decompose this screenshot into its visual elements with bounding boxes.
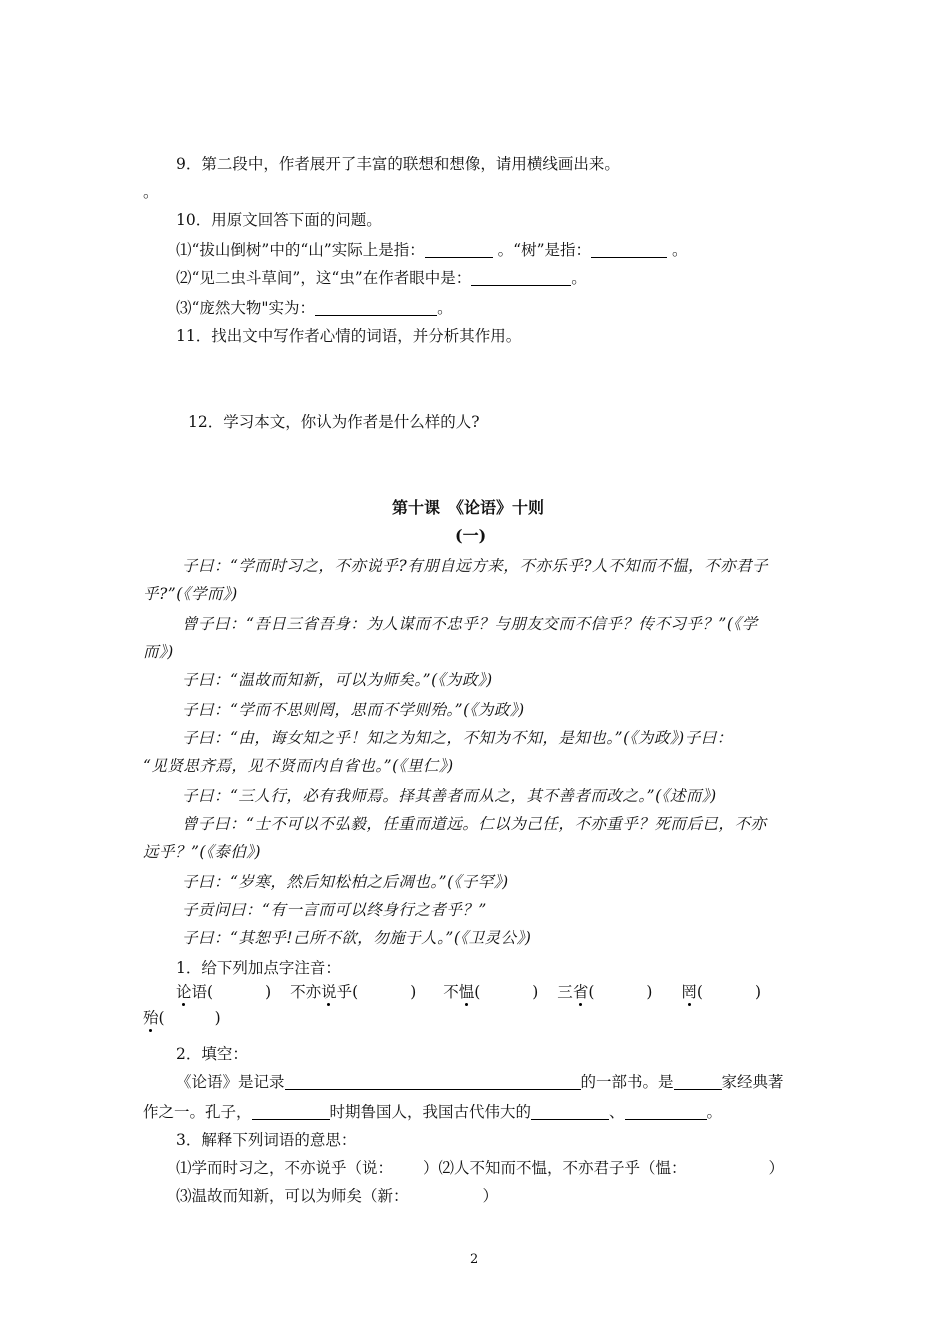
question-10: 10．用原文回答下面的问题。 [176,211,382,229]
exercise-3-line-1: ⑴学而时习之，不亦说乎（说： ）⑵人不知而不愠，不亦君子乎（愠： ） [176,1159,785,1177]
passage-5a: 子曰：“由，诲女知之乎！知之为知之，不知为不知，是知也。”(《为政》)子曰： [182,729,733,747]
passage-6: 子曰：“三人行，必有我师焉。择其善者而从之，其不善者而改之。”(《述而》) [182,787,717,805]
question-9-mark: 。 [143,183,159,201]
passage-3: 子曰：“温故而知新，可以为师矣。”(《为政》) [182,671,493,689]
passage-7a: 曾子曰：“士不可以不弘毅，任重而道远。仁以为己任，不亦重乎？死而后已，不亦 [182,815,767,833]
blank [591,242,667,258]
exercise-3: 3．解释下列词语的意思： [176,1131,357,1149]
question-12: 12．学习本文，你认为作者是什么样的人? [188,413,480,431]
blank [315,300,437,316]
exercise-2-line-2: 作之一。孔子， 时期鲁国人，我国古代伟大的 、 。 [143,1103,723,1121]
exercise-1-items-2: 殆( ) [143,1009,221,1027]
exercise-1-items: 论语( ) 不亦说乎( ) 不愠( ) 三省( ) 罔( ) [176,983,762,1001]
passage-8: 子曰：“岁寒，然后知松柏之后凋也。”(《子罕》) [182,873,509,891]
question-11: 11．找出文中写作者心情的词语，并分析其作用。 [176,327,522,345]
blank [674,1074,722,1090]
passage-10: 子曰：“其恕乎!己所不欲，勿施于人。”(《卫灵公》) [182,929,532,947]
passage-1a: 子曰：“学而时习之，不亦说乎?有朋自远方来，不亦乐乎?人不知而不愠，不亦君子 [182,557,769,575]
passage-2b: 而》) [143,643,174,661]
passage-2a: 曾子曰：“吾日三省吾身：为人谋而不忠乎？与朋友交而不信乎？传不习乎？”(《学 [182,615,758,633]
section-heading: (一) [455,526,487,545]
passage-9: 子贡问曰：“有一言而可以终身行之者乎？” [182,901,487,919]
blank [425,242,493,258]
exercise-2-line-1: 《论语》是记录 的一部书。是 家经典著 [176,1073,784,1091]
exercise-2: 2．填空： [176,1045,248,1063]
exercise-3-line-2: ⑶温故而知新，可以为师矣（新： ） [176,1187,499,1205]
question-10-2: ⑵“见二虫斗草间”，这“虫”在作者眼中是： 。 [176,269,587,287]
blank [471,270,571,286]
question-10-1: ⑴“拔山倒树”中的“山”实际上是指： 。“树”是指： 。 [176,241,688,259]
question-9: 9．第二段中，作者展开了丰富的联想和想像，请用横线画出来。 [176,155,620,173]
blank [531,1104,609,1120]
passage-1b: 乎?”(《学而》) [143,585,238,603]
passage-4: 子曰：“学而不思则罔，思而不学则殆。”(《为政》) [182,701,525,719]
page-number: 2 [470,1252,479,1267]
passage-5b: “见贤思齐焉，见不贤而内自省也。”(《里仁》) [143,757,454,775]
passage-7b: 远乎？”(《泰伯》) [143,843,262,861]
question-10-3: ⑶“庞然大物"实为： 。 [176,299,453,317]
lesson-title: 第十课 《论语》十则 [392,498,545,517]
exercise-1: 1．给下列加点字注音： [176,959,341,977]
blank [625,1104,707,1120]
blank [285,1074,581,1090]
blank [252,1104,330,1120]
